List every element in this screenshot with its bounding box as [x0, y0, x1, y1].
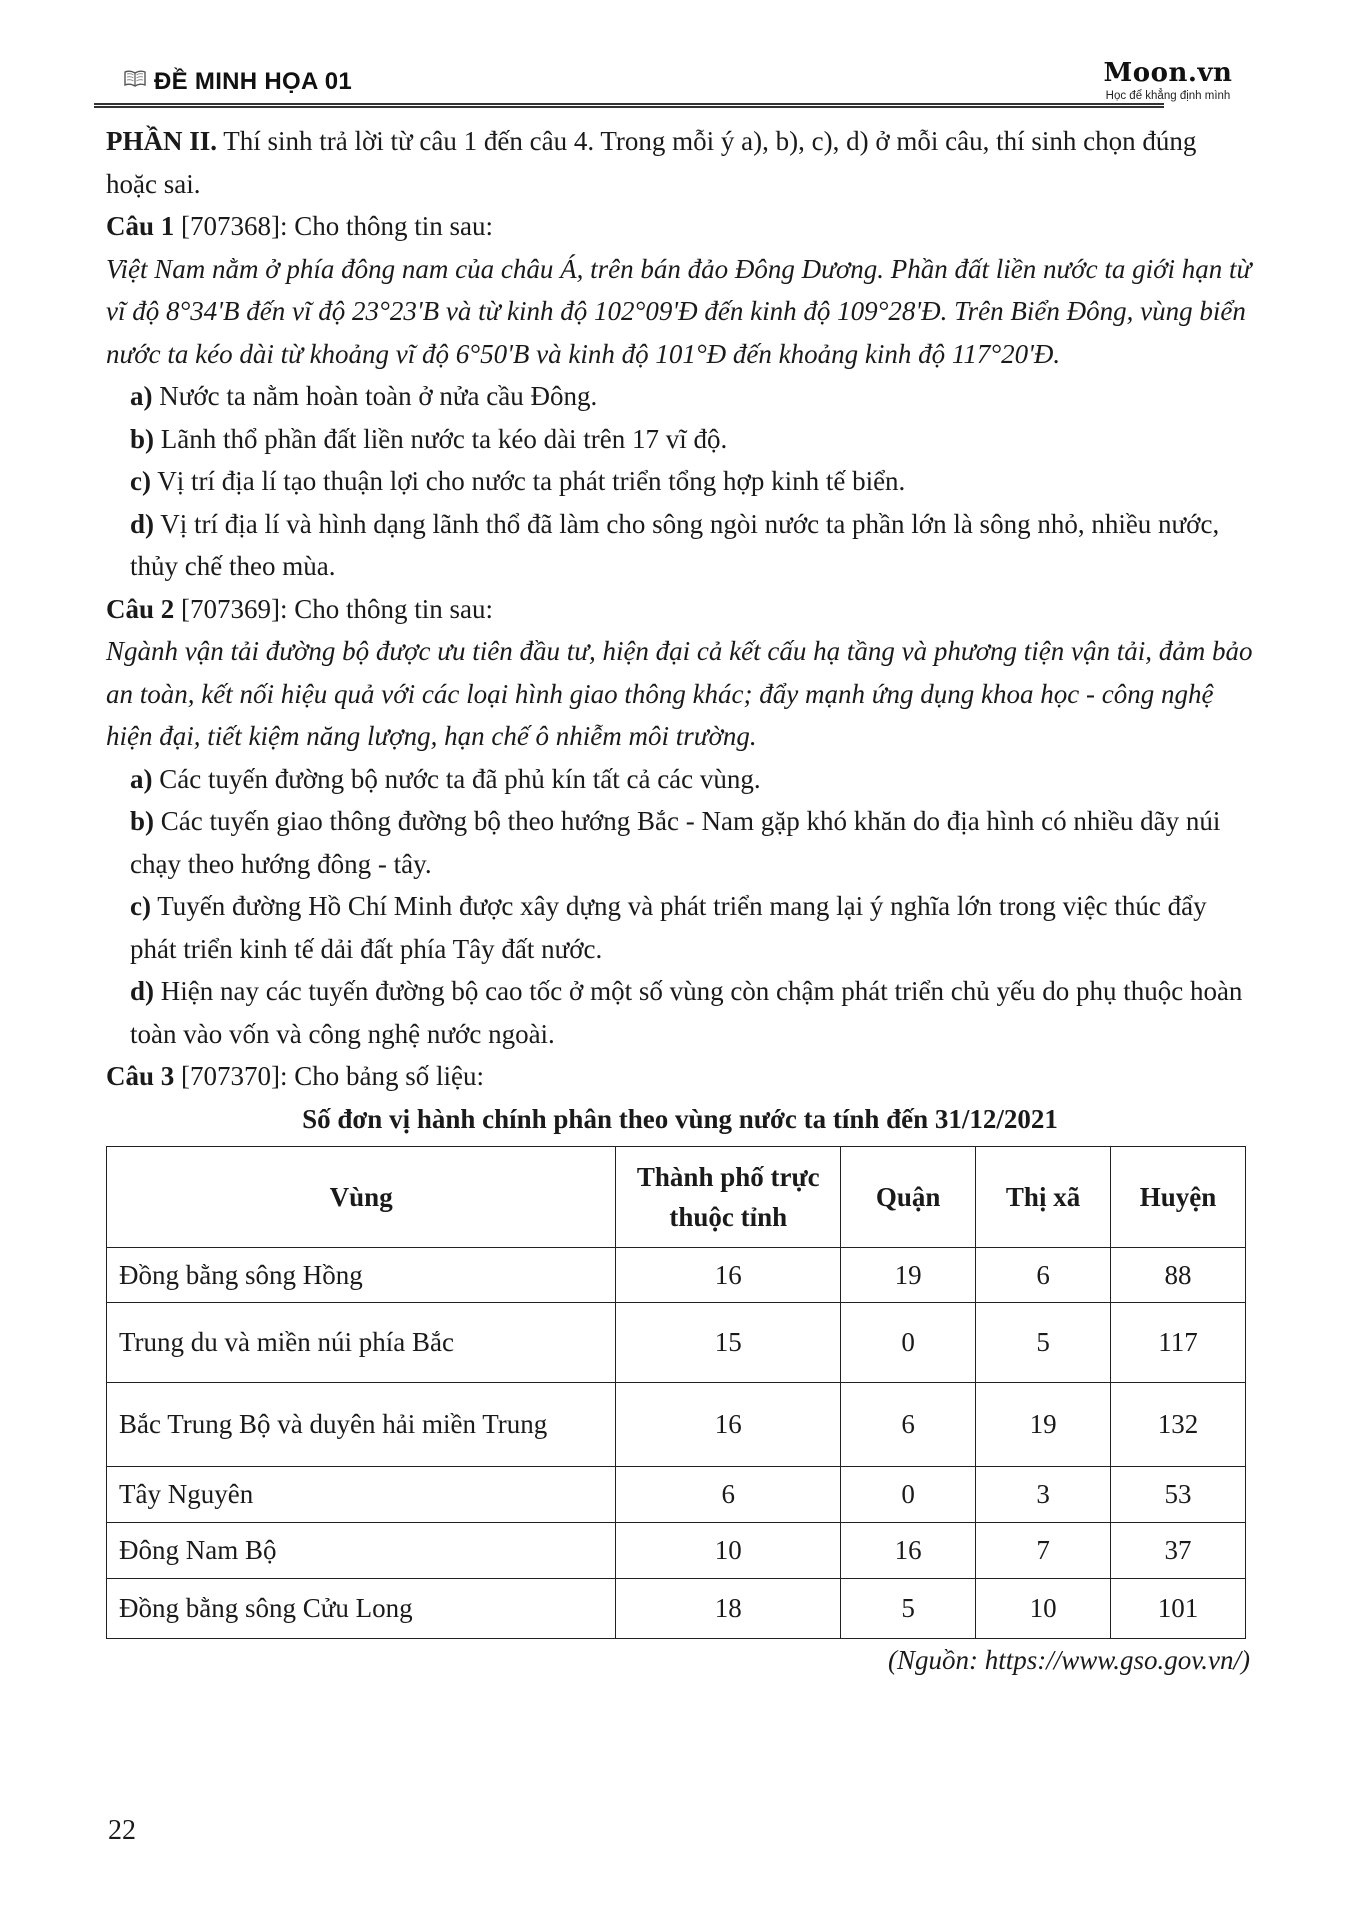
table-row: Bắc Trung Bộ và duyên hải miền Trung 16 6 19 132 — [107, 1383, 1246, 1467]
header-title: ĐỀ MINH HỌA 01 — [124, 68, 352, 96]
data-table — [106, 1146, 1246, 1639]
question-2-heading — [106, 588, 1254, 631]
question-1-option-c: c) Vị trí địa lí tạo thuận lợi cho nước ta phát triển tổng hợp kinh tế biển. — [130, 466, 906, 496]
column-header: Thị xã — [976, 1147, 1111, 1248]
column-header: Vùng — [107, 1147, 616, 1248]
page-content — [106, 120, 1254, 1682]
question-2-passage: Ngành vận tải đường bộ được ưu tiên đầu tư, hiện đại cả kết cấu hạ tầng và phương tiện vận tải, đảm bảo an toàn, kết nối hiệu quả với các loại hình giao thông khác; đẩy mạnh ứng dụng khoa học - công nghệ hiện đại, tiết kiệm năng lượng, hạn chế ô nhiễm môi trường. — [106, 636, 1253, 751]
column-header: Quận — [841, 1147, 976, 1248]
table-title: Số đơn vị hành chính phân theo vùng nước ta tính đến 31/12/2021 — [302, 1103, 1058, 1134]
question-2-option-d: d) Hiện nay các tuyến đường bộ cao tốc ở một số vùng còn chậm phát triển chủ yếu do phụ thuộc hoàn toàn vào vốn và công nghệ nước ngoài. — [130, 976, 1243, 1049]
header-rule — [94, 103, 1164, 108]
question-1-option-d: d) Vị trí địa lí và hình dạng lãnh thổ đã làm cho sông ngòi nước ta phần lớn là sông nhỏ, nhiều nước, thủy chế theo mùa. — [130, 508, 1220, 581]
part-label: PHẦN II. — [106, 126, 218, 156]
table-row: Tây Nguyên 6 0 3 53 — [107, 1467, 1246, 1523]
column-header: Huyện — [1111, 1147, 1246, 1248]
table-row: Đồng bằng sông Cửu Long 18 5 10 101 — [107, 1579, 1246, 1639]
question-code: [707369]: Cho thông tin sau: — [174, 593, 494, 624]
question-label: Câu 2 — [106, 593, 175, 624]
question-1-option-a: a) Nước ta nằm hoàn toàn ở nửa cầu Đông. — [130, 381, 598, 411]
page-number: 22 — [108, 1815, 136, 1846]
question-2-option-a: a) Các tuyến đường bộ nước ta đã phủ kín tất cả các vùng. — [130, 763, 761, 794]
question-label: Câu 3 — [106, 1061, 175, 1091]
part-intro — [106, 120, 1254, 205]
table-row: Đông Nam Bộ 10 16 7 37 — [107, 1523, 1246, 1579]
question-code: [707368]: Cho thông tin sau: — [174, 211, 494, 241]
brand-logo: Moon.vn — [1103, 58, 1233, 88]
question-1-passage: Việt Nam nằm ở phía đông nam của châu Á, trên bán đảo Đông Dương. Phần đất liền nước ta giới hạn từ vĩ độ 8°34'B đến vĩ độ 23°23'B và từ kinh độ 102°09'Đ đến kinh độ 109°28'Đ. Trên Biển Đông, vùng biển nước ta kéo dài từ khoảng vĩ độ 6°50'B và kinh độ 101°Đ đến khoảng kinh độ 117°20'Đ. — [106, 253, 1252, 369]
question-2-option-b: b) Các tuyến giao thông đường bộ theo hướng Bắc - Nam gặp khó khăn do địa hình có nhiều dãy núi chạy theo hướng đông - tây. — [130, 806, 1221, 879]
part-instructions: Thí sinh trả lời từ câu 1 đến câu 4. Trong mỗi ý a), b), c), d) ở mỗi câu, thí sinh chọn đúng hoặc sai. — [106, 126, 1197, 199]
brand — [1080, 58, 1256, 104]
question-2-option-c: c) Tuyến đường Hồ Chí Minh được xây dựng và phát triển mang lại ý nghĩa lớn trong việc thúc đẩy phát triển kinh tế dải đất phía Tây đất nước. — [130, 891, 1207, 964]
question-code: [707370]: Cho bảng số liệu: — [174, 1061, 484, 1091]
question-3-heading — [106, 1055, 1254, 1098]
column-header: Thành phố trực thuộc tỉnh — [616, 1147, 841, 1248]
question-label: Câu 1 — [106, 211, 175, 241]
brand-slogan: Học để khẳng định mình — [1105, 90, 1231, 102]
question-1-heading — [106, 205, 1254, 248]
question-1-option-b: b) Lãnh thổ phần đất liền nước ta kéo dài trên 17 vĩ độ. — [130, 423, 728, 454]
table-row: Trung du và miền núi phía Bắc 15 0 5 117 — [107, 1303, 1246, 1383]
table-source: (Nguồn: https://www.gso.gov.vn/) — [888, 1645, 1250, 1675]
table-header-row — [107, 1147, 1246, 1248]
table-row: Đồng bằng sông Hồng 16 19 6 88 — [107, 1248, 1246, 1303]
book-icon — [124, 70, 146, 88]
